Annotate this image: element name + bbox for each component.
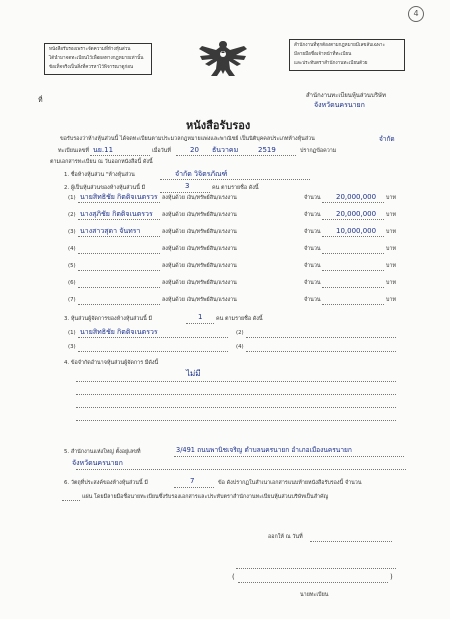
registration-label: ทะเบียนเลขที่ [58, 148, 89, 154]
item-6-tail: ข้อ ดังปรากฏในสำเนาเอกสารแนบท้ายหนังสือรับรองนี้ จำนวน [218, 480, 362, 486]
partner-amount-label: จำนวน [304, 263, 321, 269]
notice-left-line-3: ข้อเท็จจริงเป็นสิ่งที่ควรหาไว้พิจารณาดูก่อน [49, 65, 134, 70]
item-2-partner-count: 3 [185, 182, 190, 190]
partner-contribution: ลงหุ้นด้วย เงิน/ทรัพย์สิน/แรงงาน [162, 263, 237, 269]
item-6-label: 6. วัตถุที่ประสงค์ของห้างหุ้นส่วนนี้ มี [64, 480, 148, 486]
notice-left-line-2: ได้นำมาจดทะเบียนไว้เพื่อผลทางกฎหมายเท่านั้น [49, 56, 144, 61]
issued-date-label: ออกให้ ณ วันที่ [268, 534, 303, 540]
item-6-line-2: แผ่น โดยมีลายมือชื่อนายทะเบียนซึ่งรับรองเอกสารและประทับตราสำนักงานทะเบียนหุ้นส่วนบริษัทเป็นสำคัญ [82, 494, 329, 500]
item-5-address-line-2: จังหวัดนครนายก [72, 459, 123, 467]
manager-number: (1) [68, 330, 76, 336]
garuda-emblem-icon [196, 37, 250, 81]
manager-number: (3) [68, 344, 76, 350]
office-name: สำนักงานทะเบียนหุ้นส่วนบริษัท [306, 92, 386, 99]
partner-name: นางสุภิชัย กิตติจเนตรวร [80, 210, 153, 218]
partner-amount-label: จำนวน [304, 280, 321, 286]
partner-amount-unit: บาท [386, 195, 397, 201]
partner-amount-unit: บาท [386, 229, 397, 235]
intro-line-1: ขอรับรองว่าห้างหุ้นส่วนนี้ ได้จดทะเบียนตามประมวลกฎหมายแพ่งและพาณิชย์ เป็นนิติบุคคลประเภทห้างหุ้นส่วน [60, 136, 315, 142]
partner-number: (5) [68, 263, 76, 269]
partner-amount: 20,000,000 [336, 193, 377, 201]
page-number: 4 [413, 9, 419, 18]
partner-amount: 20,000,000 [336, 210, 377, 218]
partner-amount: 10,000,000 [336, 227, 377, 235]
partner-number: (3) [68, 229, 76, 235]
partner-amount-label: จำนวน [304, 212, 321, 218]
registrar-label: นายทะเบียน [300, 592, 329, 598]
item-3-manager-count: 1 [198, 313, 203, 321]
item-3-tail: คน ตามรายชื่อ ดังนี้ [216, 316, 263, 322]
partner-number: (4) [68, 246, 76, 252]
notice-box-right [289, 39, 405, 71]
page-number-badge [408, 6, 424, 22]
partner-contribution: ลงหุ้นด้วย เงิน/ทรัพย์สิน/แรงงาน [162, 212, 237, 218]
registration-month: ธันวาคม [212, 146, 239, 154]
intro-tail: ปรากฏข้อความ [300, 148, 337, 154]
item-4-label: 4. ข้อจำกัดอำนาจหุ้นส่วนผู้จัดการ มีดังนี้ [64, 360, 159, 366]
registration-number: นย.11 [93, 146, 114, 154]
registration-year: 2519 [258, 146, 276, 154]
document-title: หนังสือรับรอง [186, 119, 251, 132]
partner-contribution: ลงหุ้นด้วย เงิน/ทรัพย์สิน/แรงงาน [162, 195, 237, 201]
partner-amount-label: จำนวน [304, 297, 321, 303]
item-6-objective-count: 7 [190, 477, 195, 485]
partner-number: (6) [68, 280, 76, 286]
doc-number-label: ที่ [38, 96, 43, 104]
partner-name: นายสิทธิชัย กิตติจเนตรวร [80, 193, 158, 201]
item-1-label: 1. ชื่อห้างหุ้นส่วน "ห้างหุ้นส่วน [64, 172, 135, 178]
partner-amount-unit: บาท [386, 263, 397, 269]
notice-right-line-1: สำนักงานที่ทุกต้องตามกฎหมายมีเลขลับเฉพาะ [294, 43, 385, 48]
notice-box-left [44, 43, 152, 75]
partner-contribution: ลงหุ้นด้วย เงิน/ทรัพย์สิน/แรงงาน [162, 297, 237, 303]
item-2-label: 2. ผู้เป็นหุ้นส่วนของห้างหุ้นส่วนนี้ มี [64, 185, 146, 191]
partner-amount-unit: บาท [386, 246, 397, 252]
manager-name: นายสิทธิชัย กิตติจเนตรวร [80, 328, 158, 336]
notice-left-line-1: หนังสือรับรองเพราะจัดความที่ห้างหุ้นส่วน [49, 47, 131, 52]
item-1-partnership-name: จำกัด วิจิตรภัณฑ์ [175, 170, 228, 178]
signature-paren-close: ) [390, 573, 393, 581]
partner-contribution: ลงหุ้นด้วย เงิน/ทรัพย์สิน/แรงงาน [162, 280, 237, 286]
intro-line-3: ตามเอกสารทะเบียน ณ วันออกหนังสือนี้ ดังนี้ [50, 159, 153, 165]
item-2-tail: คน ตามรายชื่อ ดังนี้ [212, 185, 259, 191]
partner-number: (1) [68, 195, 76, 201]
registration-day: 20 [190, 146, 199, 154]
item-4-value: ไม่มี [186, 369, 201, 378]
partner-amount-label: จำนวน [304, 229, 321, 235]
item-3-label: 3. หุ้นส่วนผู้จัดการของห้างหุ้นส่วนนี้ มี [64, 316, 153, 322]
partner-contribution: ลงหุ้นด้วย เงิน/ทรัพย์สิน/แรงงาน [162, 229, 237, 235]
partner-amount-unit: บาท [386, 280, 397, 286]
partner-name: นางสาวสุดา จันทรา [80, 227, 141, 235]
partner-amount-label: จำนวน [304, 246, 321, 252]
item-5-label: 5. สำนักงานแห่งใหญ่ ตั้งอยู่เลขที่ [64, 449, 141, 455]
partner-contribution: ลงหุ้นด้วย เงิน/ทรัพย์สิน/แรงงาน [162, 246, 237, 252]
notice-right-line-3: และประทับตราสำนักงานทะเบียนด้วย [294, 61, 368, 66]
manager-number: (4) [236, 344, 244, 350]
intro-handwritten-type: จำกัด [379, 135, 395, 143]
manager-number: (2) [236, 330, 244, 336]
office-province: จังหวัดนครนายก [314, 101, 365, 109]
signature-paren-open: ( [232, 573, 235, 581]
partner-amount-label: จำนวน [304, 195, 321, 201]
registration-date-label: เมื่อวันที่ [152, 148, 171, 154]
partner-number: (2) [68, 212, 76, 218]
item-5-address-line-1: 3/491 ถนนพานิชเจริญ ตำบลนครนายก อำเภอเมืองนครนายก [176, 446, 352, 454]
notice-right-line-2: มีลายมือชื่อเจ้าหน้าที่ทะเบียน [294, 52, 352, 57]
partner-amount-unit: บาท [386, 297, 397, 303]
partner-amount-unit: บาท [386, 212, 397, 218]
partner-number: (7) [68, 297, 76, 303]
